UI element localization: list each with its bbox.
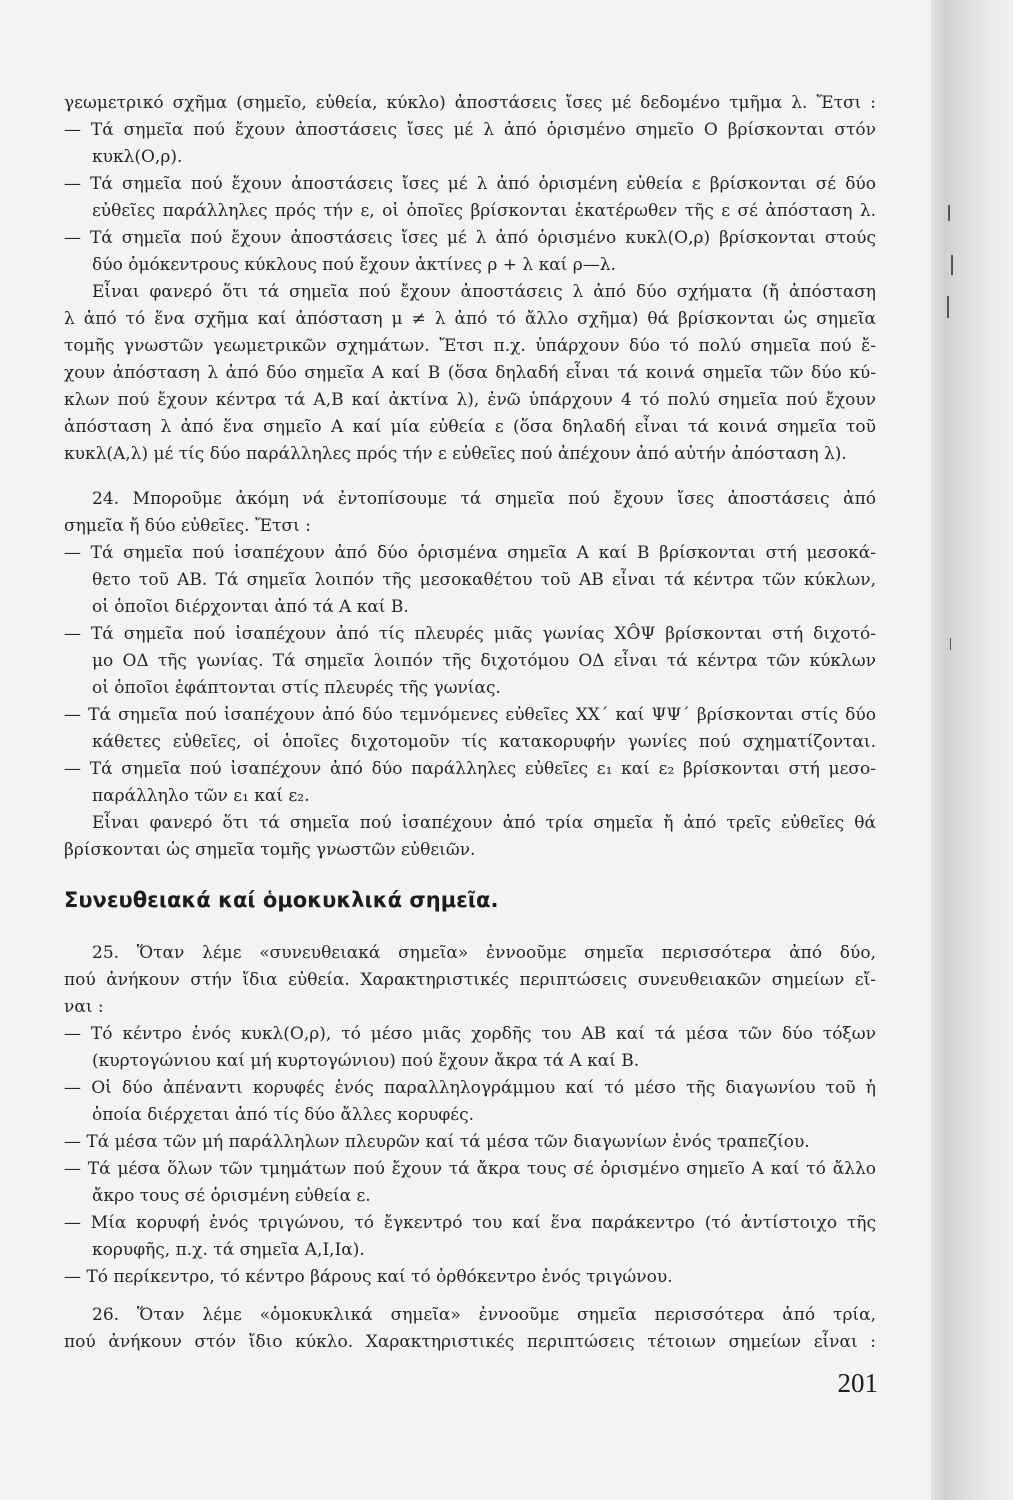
text-line: πού ἀνήκουν στήν ἴδια εὐθεία. Χαρακτηριστικές περιπτώσεις συνευθειακῶν σημείων εἴ- — [64, 970, 876, 990]
text-line: ὁποία διέρχεται ἀπό τίς δύο ἄλλες κορυφές. — [92, 1105, 475, 1125]
text-line: μο ΟΔ τῆς γωνίας. Τά σημεῖα λοιπόν τῆς διχοτόμου ΟΔ εἶναι τά κέντρα τῶν κύκλων — [92, 651, 876, 671]
text-line: — Τά μέσα τῶν μή παράλληλων πλευρῶν καί τά μέσα τῶν διαγωνίων ἑνός τραπεζίου. — [64, 1132, 810, 1152]
text-line: γεωμετρικό σχῆμα (σημεῖο, εὐθεία, κύκλο) ἀποστάσεις ἴσες μέ δεδομένο τμῆμα λ. Ἔτσι : — [64, 93, 876, 113]
text-line: εὐθεῖες παράλληλες πρός τήν ε, οἱ ὁποῖες βρίσκονται ἑκατέρωθεν τῆς ε σέ ἀπόσταση λ. — [92, 201, 876, 221]
text-line: — Τά σημεῖα πού ἔχουν ἀποστάσεις ἴσες μέ λ ἀπό ὁρισμένη εὐθεία ε βρίσκονται σέ δύο — [64, 174, 876, 194]
text-line: κυκλ(Α,λ) μέ τίς δύο παράλληλες πρός τήν ε εὐθεῖες πού ἀπέχουν ἀπό αὐτήν ἀπόσταση λ). — [64, 444, 847, 464]
text-line: — Τά σημεῖα πού ἔχουν ἀποστάσεις ἴσες μέ λ ἀπό ὁρισμένο κυκλ(Ο,ρ) βρίσκονται στούς — [64, 228, 876, 248]
text-line: παράλληλο τῶν ε₁ καί ε₂. — [92, 786, 310, 806]
text-line: — Μία κορυφή ἑνός τριγώνου, τό ἔγκεντρό του καί ἕνα παράκεντρο (τό ἀντίστοιχο τῆς — [64, 1213, 876, 1233]
text-line: — Τά σημεῖα πού ἰσαπέχουν ἀπό τίς πλευρές μιᾶς γωνίας ΧÔΨ βρίσκονται στή διχοτό- — [64, 624, 876, 644]
text-line: βρίσκονται ὡς σημεῖα τομῆς γνωστῶν εὐθειῶν. — [64, 840, 476, 860]
text-line: ἀπόσταση λ ἀπό ἕνα σημεῖο Α καί μία εὐθεία ε (ὅσα δηλαδή εἶναι τά κοινά σημεῖα τοῦ — [64, 417, 876, 437]
text-line: λ ἀπό τό ἕνα σχῆμα καί ἀπόσταση μ ≠ λ ἀπό τό ἄλλο σχῆμα) θά βρίσκονται ὡς σημεῖα — [64, 309, 876, 329]
text-line: 26. Ὅταν λέμε «ὁμοκυκλικά σημεῖα» ἐννοοῦμε σημεῖα περισσότερα ἀπό τρία, — [92, 1305, 876, 1325]
text-line: — Οἱ δύο ἀπέναντι κορυφές ἑνός παραλληλογράμμου καί τό μέσο τῆς διαγωνίου τοῦ ἡ — [64, 1078, 876, 1098]
text-line: (κυρτογώνιου καί μή κυρτογώνιου) πού ἔχουν ἄκρα τά Α καί Β. — [92, 1051, 640, 1071]
text-line: — Τό περίκεντρο, τό κέντρο βάρους καί τό ὀρθόκεντρο ἑνός τριγώνου. — [64, 1267, 673, 1287]
text-line: πού ἀνήκουν στόν ἴδιο κύκλο. Χαρακτηριστικές περιπτώσεις τέτοιων σημείων εἶναι : — [64, 1332, 876, 1352]
text-line: — Τά σημεῖα πού ἔχουν ἀποστάσεις ἴσες μέ λ ἀπό ὁρισμένο σημεῖο Ο βρίσκονται στόν — [64, 120, 876, 140]
text-line: κάθετες εὐθεῖες, οἱ ὁποῖες διχοτομοῦν τίς κατακορυφήν γωνίες πού σχηματίζονται. — [92, 732, 876, 752]
text-line: 25. Ὅταν λέμε «συνευθειακά σημεῖα» ἐννοοῦμε σημεῖα περισσότερα ἀπό δύο, — [92, 943, 876, 963]
text-line: οἱ ὁποῖοι ἐφάπτονται στίς πλευρές τῆς γωνίας. — [92, 678, 501, 698]
text-line: τομῆς γνωστῶν γεωμετρικῶν σχημάτων. Ἔτσι π.χ. ὑπάρχουν δύο τό πολύ σημεῖα πού ἔ- — [64, 336, 876, 356]
text-line: — Τά σημεῖα πού ἰσαπέχουν ἀπό δύο τεμνόμενες εὐθεῖες ΧΧ΄ καί ΨΨ΄ βρίσκονται στίς δύο — [64, 705, 876, 725]
text-line: Εἶναι φανερό ὅτι τά σημεῖα πού ἰσαπέχουν ἀπό τρία σημεῖα ἤ ἀπό τρεῖς εὐθεῖες θά — [92, 813, 876, 833]
text-line: — Τά σημεῖα πού ἰσαπέχουν ἀπό δύο ὁρισμένα σημεῖα Α καί Β βρίσκονται στή μεσοκά- — [64, 543, 876, 563]
text-line: — Τά μέσα ὅλων τῶν τμημάτων πού ἔχουν τά ἄκρα τους σέ ὁρισμένο σημεῖο Α καί τό ἄλλο — [64, 1159, 876, 1179]
text-line: κλων πού ἔχουν κέντρα τά Α,Β καί ἀκτίνα λ), ἐνῶ ὑπάρχουν 4 τό πολύ σημεῖα πού ἔχουν — [64, 390, 876, 410]
section-heading: Συνευθειακά καί ὁμοκυκλικά σημεῖα. — [64, 888, 499, 912]
text-line: Εἶναι φανερό ὅτι τά σημεῖα πού ἔχουν ἀποστάσεις λ ἀπό δύο σχήματα (ἤ ἀπόσταση — [92, 282, 876, 302]
text-line: 24. Μποροῦμε ἀκόμη νά ἐντοπίσουμε τά σημεῖα πού ἔχουν ἴσες ἀποστάσεις ἀπό — [92, 489, 876, 509]
text-line: σημεῖα ἤ δύο εὐθεῖες. Ἔτσι : — [64, 516, 311, 536]
text-line: χουν ἀπόσταση λ ἀπό δύο σημεῖα Α καί Β (ὅσα δηλαδή εἶναι τά κοινά σημεῖα τῶν δύο κύ- — [64, 363, 876, 383]
text-line: — Τό κέντρο ἑνός κυκλ(Ο,ρ), τό μέσο μιᾶς χορδῆς του ΑΒ καί τά μέσα τῶν δύο τόξων — [64, 1024, 876, 1044]
text-line: θετο τοῦ ΑΒ. Τά σημεῖα λοιπόν τῆς μεσοκαθέτου τοῦ ΑΒ εἶναι τά κέντρα τῶν κύκλων, — [92, 570, 876, 590]
text-line: οἱ ὁποῖοι διέρχονται ἀπό τά Α καί Β. — [92, 597, 409, 617]
text-line: — Τά σημεῖα πού ἰσαπέχουν ἀπό δύο παράλληλες εὐθεῖες ε₁ καί ε₂ βρίσκονται στή μεσο- — [64, 759, 876, 779]
page-number: 201 — [837, 1368, 878, 1398]
text-line: κορυφῆς, π.χ. τά σημεῖα Α,Ι,Ια). — [92, 1240, 365, 1260]
text-line: δύο ὁμόκεντρους κύκλους πού ἔχουν ἀκτίνες ρ + λ καί ρ—λ. — [92, 255, 616, 275]
text-line: ἄκρο τους σέ ὁρισμένη εὐθεία ε. — [92, 1186, 371, 1206]
text-line: ναι : — [64, 997, 104, 1017]
text-line: κυκλ(Ο,ρ). — [92, 147, 183, 167]
